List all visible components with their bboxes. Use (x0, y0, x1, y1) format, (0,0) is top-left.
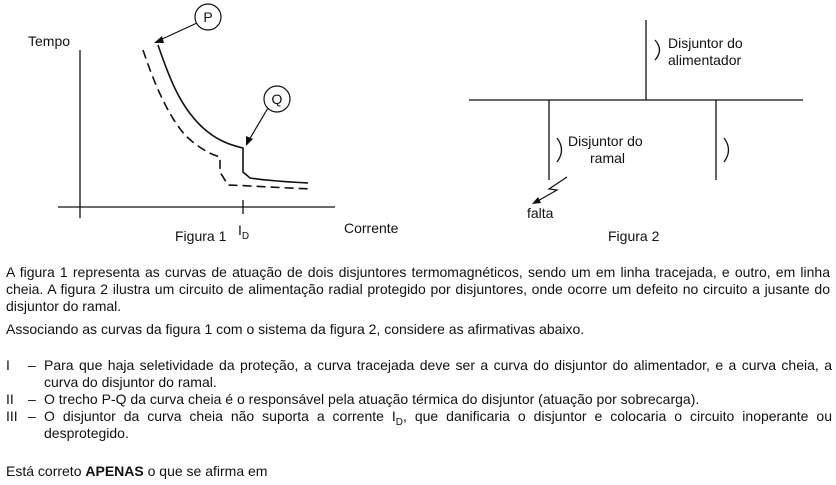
id-label: $I_D$ (238, 222, 250, 242)
figure-1-caption: Figura 1 (175, 228, 227, 244)
statement-dash: – (28, 408, 36, 424)
p-pointer (160, 23, 197, 40)
feeder-breaker-label-1: Disjuntor do (668, 35, 743, 51)
statement-number: II (6, 391, 14, 407)
statements-list (6, 357, 832, 442)
statement-dash: – (28, 391, 36, 407)
statement-text-part: , que danificaria o disjuntor e colocaria o circuito inoperante ou desprotegido. (44, 408, 832, 441)
statement-text (44, 408, 832, 442)
p-marker-label: P (203, 9, 213, 25)
question-text: Está correto (6, 463, 86, 479)
question-text-end: o que se afirma em (143, 463, 268, 479)
x-axis-label: Corrente (344, 220, 399, 236)
q-marker-label: Q (271, 91, 283, 107)
fault-label: falta (527, 205, 554, 221)
question-emphasis: APENAS (85, 463, 144, 479)
branch-breaker-symbol (557, 138, 562, 162)
figure-2 (469, 20, 803, 244)
subscript-d: D (395, 416, 403, 428)
statement-dash: – (28, 357, 36, 373)
statement-text: Para que haja seletividade da proteção, a curva tracejada deve ser a curva do disjuntor do alimentador, e a curva cheia, a curva do disjuntor do ramal. (44, 357, 832, 390)
solid-curve (158, 45, 308, 183)
instruction-paragraph: Associando as curvas da figura 1 com o sistema da figura 2, considere as afirmativas abaixo. (6, 321, 585, 337)
dashed-curve (143, 50, 312, 189)
right-breaker-symbol (724, 138, 729, 162)
fault-arrow-icon (536, 177, 567, 202)
y-axis-label: Tempo (28, 33, 71, 49)
figure-1 (28, 4, 399, 244)
statement-ii (6, 391, 832, 408)
figure-2-caption: Figura 2 (608, 228, 660, 244)
fault-arrowhead (532, 197, 541, 204)
statement-text-part: O disjuntor da curva cheia não suporta a corrente I (44, 408, 396, 424)
question-line (6, 463, 830, 480)
feeder-breaker-symbol (655, 40, 660, 60)
statement-text: O trecho P-Q da curva cheia é o responsável pela atuação térmica do disjuntor (atuação por sobrecarga). (44, 391, 700, 407)
statement-number: I (6, 357, 10, 373)
branch-breaker-label-2: ramal (590, 150, 626, 166)
q-arrowhead (246, 136, 253, 146)
intro-paragraph: A figura 1 representa as curvas de atuação de dois disjuntores termomagnéticos, sendo um em linha tracejada, e outro, em linha cheia. A figura 2 ilustra um circuito de alimentação radial protegido por disjuntores, onde ocorre um defeito no circuito a jusante do disjuntor do ramal. (6, 264, 830, 314)
p-arrowhead (154, 36, 164, 43)
q-pointer (249, 108, 268, 140)
branch-breaker-label-1: Disjuntor do (568, 133, 643, 149)
statement-iii (6, 408, 832, 442)
statement-number: III (6, 408, 18, 424)
statement-i (6, 357, 832, 391)
feeder-breaker-label-2: alimentador (668, 52, 742, 68)
